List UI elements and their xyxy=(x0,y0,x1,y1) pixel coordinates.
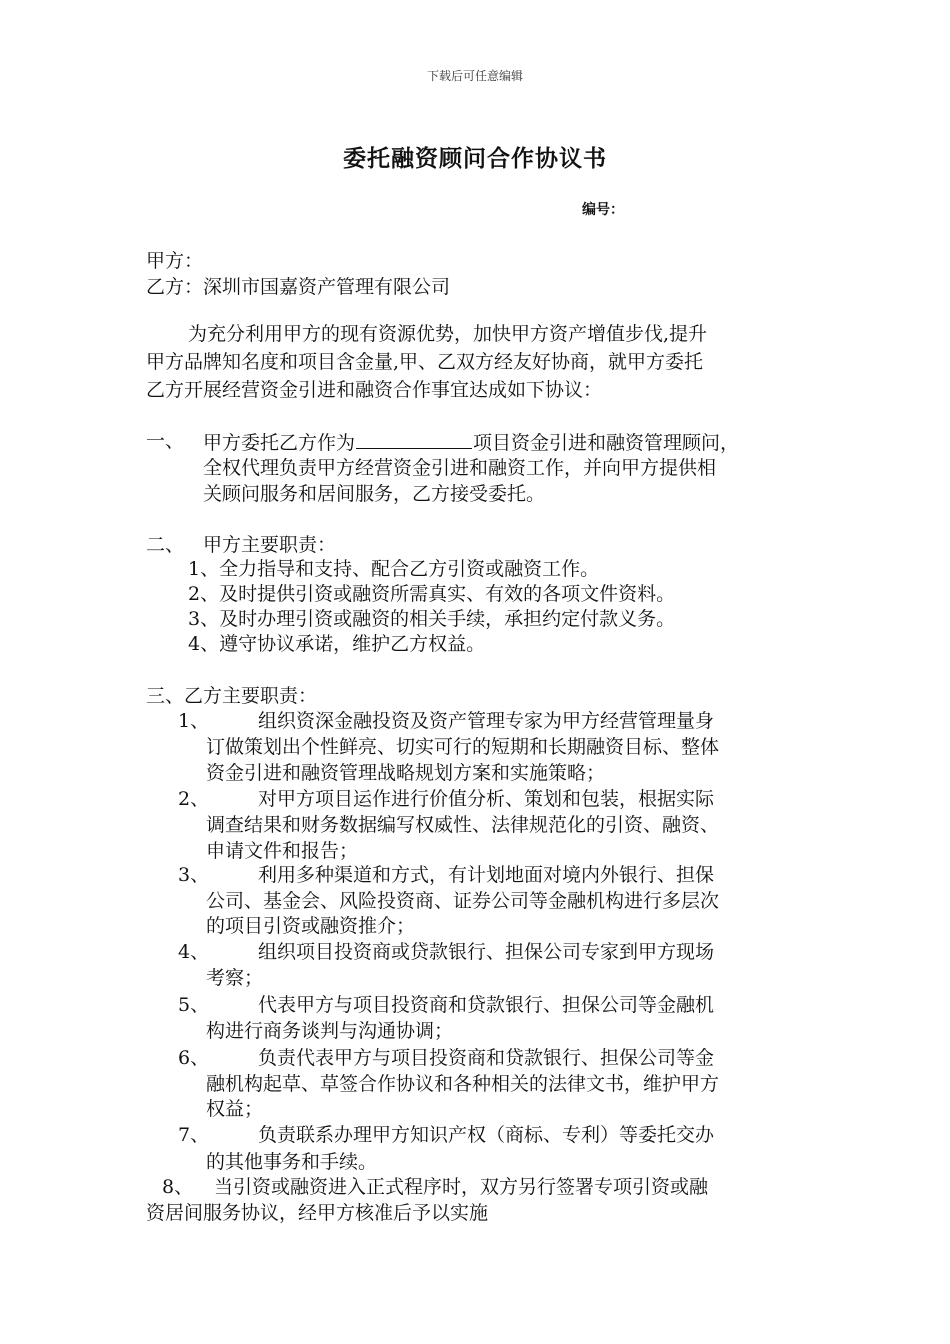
section-1-text: 甲方委托乙方作为 xyxy=(203,432,356,454)
party-b-label: 乙方：深圳市国嘉资产管理有限公司 xyxy=(146,276,451,298)
section-3-item-line: 调查结果和财务数据编写权威性、法律规范化的引资、融资、 xyxy=(206,814,720,836)
intro-line: 甲方品牌知名度和项目含金量,甲、乙双方经友好协商，就甲方委托 xyxy=(146,351,704,373)
section-3-item-number: 3、 xyxy=(178,864,210,886)
serial-number-label: 编号： xyxy=(582,202,624,218)
section-3-item-line: 订做策划出个性鲜亮、切实可行的短期和长期融资目标、整体 xyxy=(206,736,720,758)
section-3-item-line: 代表甲方与项目投资商和贷款银行、担保公司等金融机 xyxy=(258,994,715,1016)
section-2-item: 2、及时提供引资或融资所需真实、有效的各项文件资料。 xyxy=(188,583,676,605)
section-3-item-line: 利用多种渠道和方式，有计划地面对境内外银行、担保 xyxy=(258,864,715,886)
section-2-number: 二、 xyxy=(146,534,185,556)
section-3-item-line: 组织资深金融投资及资产管理专家为甲方经营管理量身 xyxy=(258,710,715,732)
intro-line: 乙方开展经营资金引进和融资合作事宜达成如下协议： xyxy=(146,379,603,401)
section-3-item-line: 考察； xyxy=(206,967,264,989)
section-3-item-line: 组织项目投资商或贷款银行、担保公司专家到甲方现场 xyxy=(258,941,715,963)
section-1-text: 项目资金引进和融资管理顾问， xyxy=(473,432,740,454)
section-2-item: 3、及时办理引资或融资的相关手续，承担约定付款义务。 xyxy=(188,608,676,630)
section-3-item-line: 对甲方项目运作进行价值分析、策划和包装，根据实际 xyxy=(258,788,715,810)
section-1-line: 全权代理负责甲方经营资金引进和融资工作，并向甲方提供相 xyxy=(203,457,717,479)
section-3-item-number: 6、 xyxy=(178,1047,210,1069)
section-3-item-number: 2、 xyxy=(178,788,210,810)
section-3-item-number: 1、 xyxy=(178,710,210,732)
section-3-item-line: 融机构起草、草签合作协议和各种相关的法律文书，维护甲方 xyxy=(206,1073,720,1095)
section-3-heading: 三、乙方主要职责： xyxy=(146,685,318,707)
section-2-heading: 甲方主要职责： xyxy=(203,534,337,556)
section-3-item-number: 7、 xyxy=(178,1124,210,1146)
section-3-item-line: 申请文件和报告； xyxy=(206,840,359,862)
header-note: 下载后可任意编辑 xyxy=(426,69,523,83)
section-3-item-line: 的其他事务和手续。 xyxy=(206,1151,378,1173)
section-3-item-number: 5、 xyxy=(178,994,210,1016)
section-3-item-line: 构进行商务谈判与沟通协调； xyxy=(206,1020,454,1042)
section-3-item-line: 权益； xyxy=(206,1098,264,1120)
document-title: 委托融资顾问合作协议书 xyxy=(343,145,607,172)
section-3-item-line: 负责代表甲方与项目投资商和贷款银行、担保公司等金 xyxy=(258,1047,715,1069)
section-1-line xyxy=(203,428,739,456)
section-2-item: 4、遵守协议承诺，维护乙方权益。 xyxy=(188,633,486,655)
party-a-label: 甲方： xyxy=(146,250,204,272)
section-2-item: 1、全力指导和支持、配合乙方引资或融资工作。 xyxy=(188,558,600,580)
section-3-item-number: 4、 xyxy=(178,941,210,963)
section-3-item-number: 8、 xyxy=(162,1176,194,1198)
intro-line: 为充分利用甲方的现有资源优势，加快甲方资产增值步伐,提升 xyxy=(188,323,708,345)
section-3-item-line: 当引资或融资进入正式程序时，双方另行签署专项引资或融 xyxy=(214,1176,709,1198)
section-1-number: 一、 xyxy=(146,430,185,452)
section-1-line: 关顾问服务和居间服务，乙方接受委托。 xyxy=(203,483,546,505)
section-3-item-line: 公司、基金会、风险投资商、证券公司等金融机构进行多层次 xyxy=(206,890,720,912)
project-name-blank xyxy=(356,428,472,449)
section-3-item-line: 资居间服务协议，经甲方核准后予以实施 xyxy=(146,1202,489,1224)
section-3-item-line: 负责联系办理甲方知识产权（商标、专利）等委托交办 xyxy=(258,1124,715,1146)
section-3-item-line: 的项目引资或融资推介； xyxy=(206,915,416,937)
section-3-item-line: 资金引进和融资管理战略规划方案和实施策略； xyxy=(206,762,606,784)
